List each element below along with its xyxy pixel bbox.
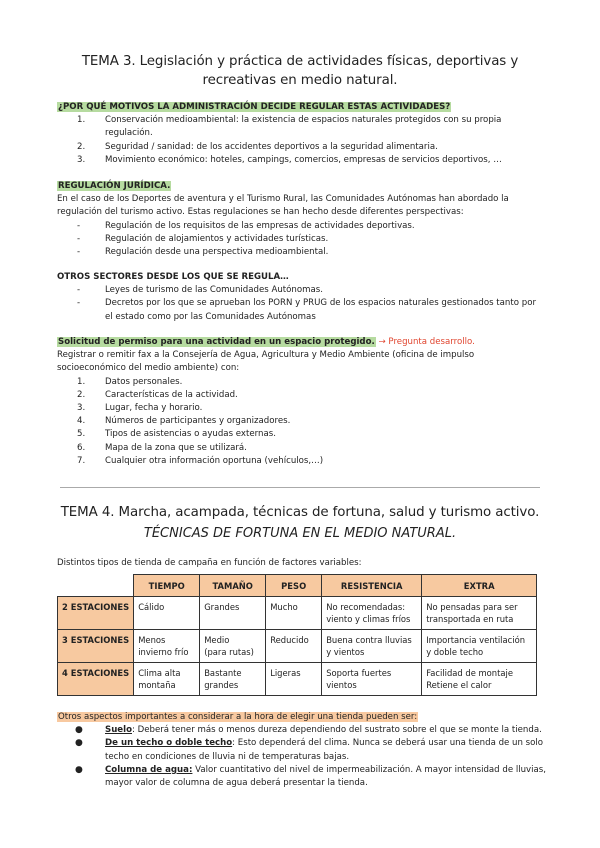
list-text: Tipos de asistencias o ayudas externas. xyxy=(105,429,276,440)
table-row xyxy=(58,663,537,696)
cell-text: Menos xyxy=(138,635,166,645)
list-number: 2. xyxy=(77,389,86,400)
list-text: mayor valor de columna de agua deberá presentar la tienda. xyxy=(105,778,368,789)
cell-text: No recomendadas: xyxy=(326,602,406,612)
table-cell xyxy=(266,630,322,663)
list-number: 3. xyxy=(77,154,86,165)
list-text: Decretos por los que se aprueban los PORN y PRUG de los espacios naturales gestionados tanto por xyxy=(105,298,536,309)
bullet-icon: ● xyxy=(75,725,83,736)
cell-text: Ligeras xyxy=(270,668,301,678)
cell-text: Reducido xyxy=(270,635,309,645)
otros-heading: OTROS SECTORES DESDE LOS QUE SE REGULA… xyxy=(57,272,289,282)
dash-marker: - xyxy=(77,220,81,231)
list-item xyxy=(57,376,547,389)
list-text: : Deberá tener más o menos dureza dependiendo del sustrato sobre el que se monte la tienda. xyxy=(132,725,542,736)
list-text: Valor cuantitativo del nivel de impermeabilización. A mayor intensidad de lluvias, xyxy=(192,764,547,775)
table-cell xyxy=(200,663,266,696)
list-text: Regulación de los requisitos de las empresas de actividades deportivas. xyxy=(105,220,415,231)
motivos-heading: ¿POR QUÉ MOTIVOS LA ADMINISTRACIÓN DECIDE REGULAR ESTAS ACTIVIDADES? xyxy=(58,102,451,112)
list-item xyxy=(57,284,547,297)
solicitud-section xyxy=(57,336,547,468)
regulacion-paragraph: En el caso de los Deportes de aventura y el Turismo Rural, las Comunidades Autónomas han abordado la xyxy=(57,194,509,205)
list-text: Números de participantes y organizadores. xyxy=(105,416,291,427)
table-cell xyxy=(422,597,537,630)
bullet-icon: ● xyxy=(75,738,83,749)
cell-text: viento y climas fríos xyxy=(326,614,411,624)
cell-text: Soporta fuertes xyxy=(326,668,392,678)
table-header-row xyxy=(58,575,537,597)
row-header: 4 ESTACIONES xyxy=(58,663,134,696)
tema3-title-line2: recreativas en medio natural. xyxy=(202,73,398,88)
cell-text: montaña xyxy=(138,680,176,690)
cell-text: y vientos xyxy=(326,647,365,657)
tema4-intro: Distintos tipos de tienda de campaña en función de factores variables: xyxy=(57,558,362,568)
cell-text: y doble techo xyxy=(426,647,484,657)
aspectos-list xyxy=(57,724,547,790)
term-label: De un techo o doble techo xyxy=(105,738,233,749)
cell-text: Facilidad de montaje xyxy=(426,668,513,678)
motivos-list xyxy=(57,114,547,167)
list-number: 3. xyxy=(77,403,86,414)
cell-text: Retiene el calor xyxy=(426,680,492,690)
list-item xyxy=(57,154,547,167)
cell-text: transportada en ruta xyxy=(426,614,514,624)
list-text: : Esto dependerá del clima. Nunca se deberá usar una tienda de un solo xyxy=(232,738,544,749)
list-item xyxy=(57,389,547,402)
column-header: RESISTENCIA xyxy=(322,575,422,597)
tema4-title: TEMA 4. Marcha, acampada, técnicas de fortuna, salud y turismo activo. xyxy=(60,505,540,520)
cell-text: Importancia ventilación xyxy=(426,635,525,645)
table-cell xyxy=(322,597,422,630)
column-header: PESO xyxy=(266,575,322,597)
list-item xyxy=(57,737,547,763)
table-cell xyxy=(266,597,322,630)
list-text: Cualquier otra información oportuna (vehículos,…) xyxy=(105,455,324,466)
table-cell xyxy=(200,597,266,630)
list-text: Mapa de la zona que se utilizará. xyxy=(105,442,247,453)
table-cell xyxy=(266,663,322,696)
list-number: 7. xyxy=(77,455,86,466)
cell-text: grandes xyxy=(204,680,239,690)
aspectos-section xyxy=(57,711,547,790)
table-cell xyxy=(422,663,537,696)
cell-text: Clima alta xyxy=(138,668,181,678)
term-label: Suelo xyxy=(105,725,132,736)
table-cell xyxy=(422,630,537,663)
dash-marker: - xyxy=(77,247,81,258)
list-text: Conservación medioambiental: la existencia de espacios naturales protegidos con su propia xyxy=(105,115,502,126)
list-text: techo en condiciones de lluvia ni de temperaturas bajas. xyxy=(105,751,350,762)
cell-text: Buena contra lluvias xyxy=(326,635,412,645)
table-corner xyxy=(58,575,134,597)
regulacion-heading: REGULACIÓN JURÍDICA. xyxy=(58,181,171,191)
list-item xyxy=(57,415,547,428)
list-text: Datos personales. xyxy=(105,376,183,387)
tema3-title xyxy=(60,52,540,90)
aspectos-heading: Otros aspectos importantes a considerar a la hora de elegir una tienda pueden ser: xyxy=(58,712,418,722)
list-item xyxy=(57,220,547,233)
cell-text: Cálido xyxy=(138,602,165,612)
list-text: Regulación desde una perspectiva medioambiental. xyxy=(105,247,329,258)
otros-sectores-section xyxy=(57,271,547,324)
cell-text: invierno frío xyxy=(138,647,189,657)
cell-text: No pensadas para ser xyxy=(426,602,518,612)
list-item xyxy=(57,233,547,246)
solicitud-paragraph: Registrar o remitir fax a la Consejería de Agua, Agricultura y Medio Ambiente (oficina de impulso xyxy=(57,350,475,361)
list-text: regulación. xyxy=(105,128,153,139)
list-text: Movimiento económico: hoteles, campings, comercios, empresas de servicios deportivos, … xyxy=(105,154,502,165)
section-divider xyxy=(60,487,540,488)
list-text: Lugar, fecha y horario. xyxy=(105,403,203,414)
table-cell xyxy=(200,630,266,663)
solicitud-heading: Solicitud de permiso para una actividad en un espacio protegido. xyxy=(58,337,375,347)
table-cell xyxy=(134,630,200,663)
row-header: 3 ESTACIONES xyxy=(58,630,134,663)
list-item xyxy=(57,764,547,790)
cell-text: (para rutas) xyxy=(204,647,254,657)
solicitud-paragraph: socioeconómico del medio ambiente) con: xyxy=(57,363,240,374)
list-text: Leyes de turismo de las Comunidades Autónomas. xyxy=(105,285,323,296)
dash-marker: - xyxy=(77,233,81,244)
cell-text: vientos xyxy=(326,680,357,690)
list-item xyxy=(57,442,547,455)
otros-list xyxy=(57,284,547,324)
tema3-title-line1: TEMA 3. Legislación y práctica de actividades físicas, deportivas y xyxy=(81,54,519,69)
row-header: 2 ESTACIONES xyxy=(58,597,134,630)
table-cell xyxy=(322,663,422,696)
cell-text: Mucho xyxy=(270,602,298,612)
column-header: TAMAÑO xyxy=(200,575,266,597)
list-text: Regulación de alojamientos y actividades turísticas. xyxy=(105,233,329,244)
list-item xyxy=(57,114,547,140)
table-row xyxy=(58,597,537,630)
list-number: 2. xyxy=(77,141,86,152)
list-number: 5. xyxy=(77,429,86,440)
list-number: 4. xyxy=(77,416,86,427)
cell-text: Grandes xyxy=(204,602,240,612)
cell-text: Medio xyxy=(204,635,230,645)
column-header: EXTRA xyxy=(422,575,537,597)
pregunta-note: → Pregunta desarrollo. xyxy=(378,337,475,347)
list-text: Seguridad / sanidad: de los accidentes deportivos a la seguridad alimentaria. xyxy=(105,141,438,152)
table-cell xyxy=(134,597,200,630)
regulacion-list xyxy=(57,220,547,260)
table-cell xyxy=(322,630,422,663)
motivos-section xyxy=(57,101,547,167)
list-item xyxy=(57,428,547,441)
list-item xyxy=(57,402,547,415)
table-row xyxy=(58,630,537,663)
list-number: 1. xyxy=(77,376,86,387)
list-item xyxy=(57,724,547,737)
list-item xyxy=(57,455,547,468)
term-label: Columna de agua: xyxy=(105,764,193,775)
column-header: TIEMPO xyxy=(134,575,200,597)
list-number: 6. xyxy=(77,442,86,453)
list-number: 1. xyxy=(77,115,86,126)
dash-marker: - xyxy=(77,285,81,296)
cell-text: Bastante xyxy=(204,668,242,678)
list-item xyxy=(57,297,547,323)
tema4-subtitle: TÉCNICAS DE FORTUNA EN EL MEDIO NATURAL. xyxy=(143,526,457,541)
list-item xyxy=(57,246,547,259)
regulacion-section xyxy=(57,180,547,259)
bullet-icon: ● xyxy=(75,764,83,775)
tent-types-table xyxy=(57,574,537,696)
table-cell xyxy=(134,663,200,696)
list-text: el estado como por las Comunidades Autónomas xyxy=(105,311,316,322)
solicitud-list xyxy=(57,376,547,468)
regulacion-paragraph: regulación del turismo activo. Estas regulaciones se han hecho desde diferentes perspectivas: xyxy=(57,207,464,218)
dash-marker: - xyxy=(77,298,81,309)
list-item xyxy=(57,141,547,154)
list-text: Características de la actividad. xyxy=(105,389,238,400)
